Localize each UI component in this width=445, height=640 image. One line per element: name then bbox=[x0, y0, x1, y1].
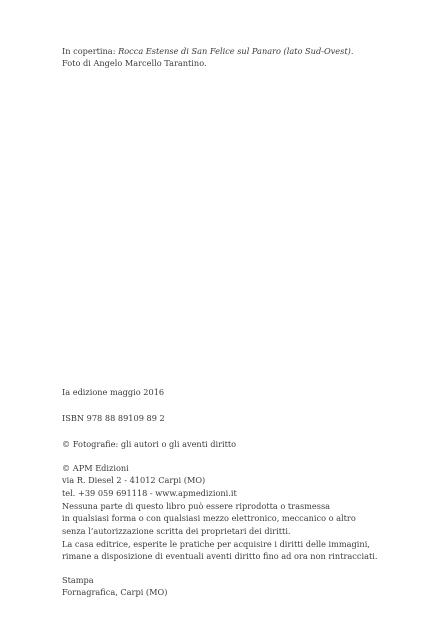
printer-label: Stampa bbox=[62, 575, 94, 585]
cover-photo-credit: Foto di Angelo Marcello Tarantino. bbox=[62, 58, 207, 69]
cover-caption-prefix: In copertina: bbox=[62, 46, 119, 56]
cover-credit bbox=[62, 45, 422, 70]
copyright-notice-line: in qualsiasi forma o con qualsiasi mezzo elettronico, meccanico o altro bbox=[62, 513, 356, 524]
publisher-info bbox=[62, 462, 422, 499]
cover-caption-line bbox=[62, 45, 422, 57]
isbn-line bbox=[62, 412, 422, 424]
printer-name: Fornagrafica, Carpi (MO) bbox=[62, 587, 168, 598]
image-rights-notice-line: rimane a disposizione di eventuali aventi diritto fino ad ora non rintracciati. bbox=[62, 551, 378, 562]
image-rights-notice bbox=[62, 538, 422, 563]
edition-line bbox=[62, 386, 422, 398]
edition-text: Ia edizione maggio 2016 bbox=[62, 387, 165, 397]
printer-info bbox=[62, 574, 422, 599]
publisher-contact: tel. +39 059 691118 - www.apmedizioni.it bbox=[62, 487, 237, 498]
publisher-name: © APM Edizioni bbox=[62, 463, 129, 473]
image-rights-notice-line: La casa editrice, esperite le pratiche per acquisire i diritti delle immagini, bbox=[62, 539, 370, 549]
cover-caption-subject: Rocca Estense di San Felice sul Panaro (lato Sud-Ovest). bbox=[118, 46, 354, 56]
copyright-notice-line: senza l’autorizzazione scritta dei proprietari dei diritti. bbox=[62, 525, 291, 536]
photo-rights-line bbox=[62, 438, 422, 450]
isbn-text: ISBN 978 88 89109 89 2 bbox=[62, 413, 165, 423]
photo-rights-text: © Fotografie: gli autori o gli aventi diritto bbox=[62, 439, 237, 449]
publisher-address: via R. Diesel 2 - 41012 Carpi (MO) bbox=[62, 475, 206, 486]
copyright-notice bbox=[62, 500, 422, 537]
copyright-notice-line: Nessuna parte di questo libro può essere riprodotta o trasmessa bbox=[62, 501, 331, 511]
